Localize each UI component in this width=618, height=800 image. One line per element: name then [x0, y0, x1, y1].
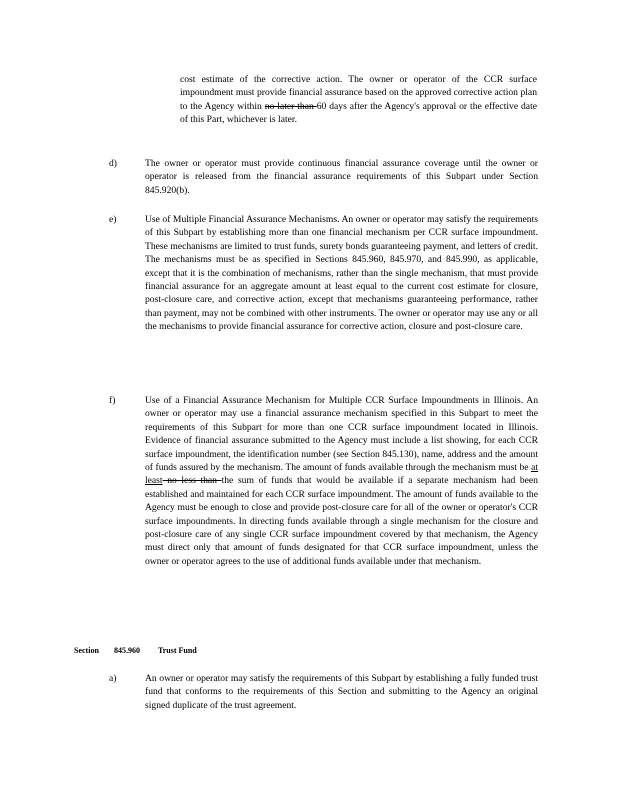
- item-f-text-b: the sum of funds that would be available if a separate mechanism had been established and maintained for each CCR surface impoundment. The amount of funds available to the Agency must be enough to close and provide post-closure care for all of the owner or operator's CCR surface impoundments. In directing funds available through a single mechanism for the closure and post-closure care of any single CCR surface impoundment covered by that mechanism, the Agency must direct only that amount of funds designated for that CCR surface impoundment, unless the owner or operator agrees to the use of additional funds available under that mechanism.: [145, 475, 538, 567]
- section-title: Trust Fund: [158, 646, 197, 655]
- item-f-label: f): [109, 395, 116, 406]
- continuation-struck-text: no later than: [264, 100, 317, 112]
- item-f-struck-text: no less than: [162, 475, 222, 487]
- item-e-paragraph: Use of Multiple Financial Assurance Mechanisms. An owner or operator may satisfy the requirements of this Subpart by establishing more than one financial mechanism per CCR surface impoundment. These mechanisms are limited to trust funds, surety bonds guaranteeing payment, and letters of credit. The mechanisms must be as specified in Sections 845.960, 845.970, and 845.990, as applicable, except that it is the combination of mechanisms, rather than the single mechanism, that must provide financial assurance for an aggregate amount at least equal to the current cost estimate for closure, post-closure care, and corrective action, except that mechanisms guaranteeing performance, rather than payment, may not be combined with other instruments. The owner or operator may use any or all the mechanisms to provide financial assurance for corrective action, closure and post-closure care.: [145, 214, 538, 333]
- item-f-inserted-text: at least: [145, 462, 538, 487]
- section-number: 845.960: [114, 646, 140, 655]
- item-d-paragraph: The owner or operator must provide continuous financial assurance coverage until the owner or operator is released from the financial assurance requirements of this Subpart under Section 845.920(b).: [145, 158, 538, 196]
- item-d-label: d): [109, 158, 117, 169]
- continuation-paragraph: [180, 73, 537, 127]
- item-f-paragraph: [145, 394, 538, 568]
- item-a-paragraph: An owner or operator may satisfy the requirements of this Subpart by establishing a fully funded trust fund that conforms to the requirements of this Section and submitting to the Agency an original signed duplicate of the trust agreement.: [145, 673, 538, 711]
- continuation-text-b: 60 days after the Agency's approval or the effective date of this Part, whichever is later.: [180, 100, 537, 126]
- item-e-label: e): [109, 214, 117, 225]
- item-f-text-a: Use of a Financial Assurance Mechanism for Multiple CCR Surface Impoundments in Illinois. An owner or operator may use a financial assurance mechanism specified in this Subpart to meet the requirements of this Subpart for more than one CCR surface impoundment located in Illinois. Evidence of financial assurance submitted to the Agency must include a list showing, for each CCR surface impoundment, the identification number (see Section 845.130), name, address and the amount of funds assured by the mechanism. The amount of funds available through the mechanism must be: [145, 395, 538, 474]
- item-a-label: a): [109, 673, 117, 684]
- section-word: Section: [74, 646, 99, 655]
- continuation-text-a: cost estimate of the corrective action. The owner or operator of the CCR surface impoundment must provide financial assurance based on the approved corrective action plan to the Agency within: [180, 74, 537, 112]
